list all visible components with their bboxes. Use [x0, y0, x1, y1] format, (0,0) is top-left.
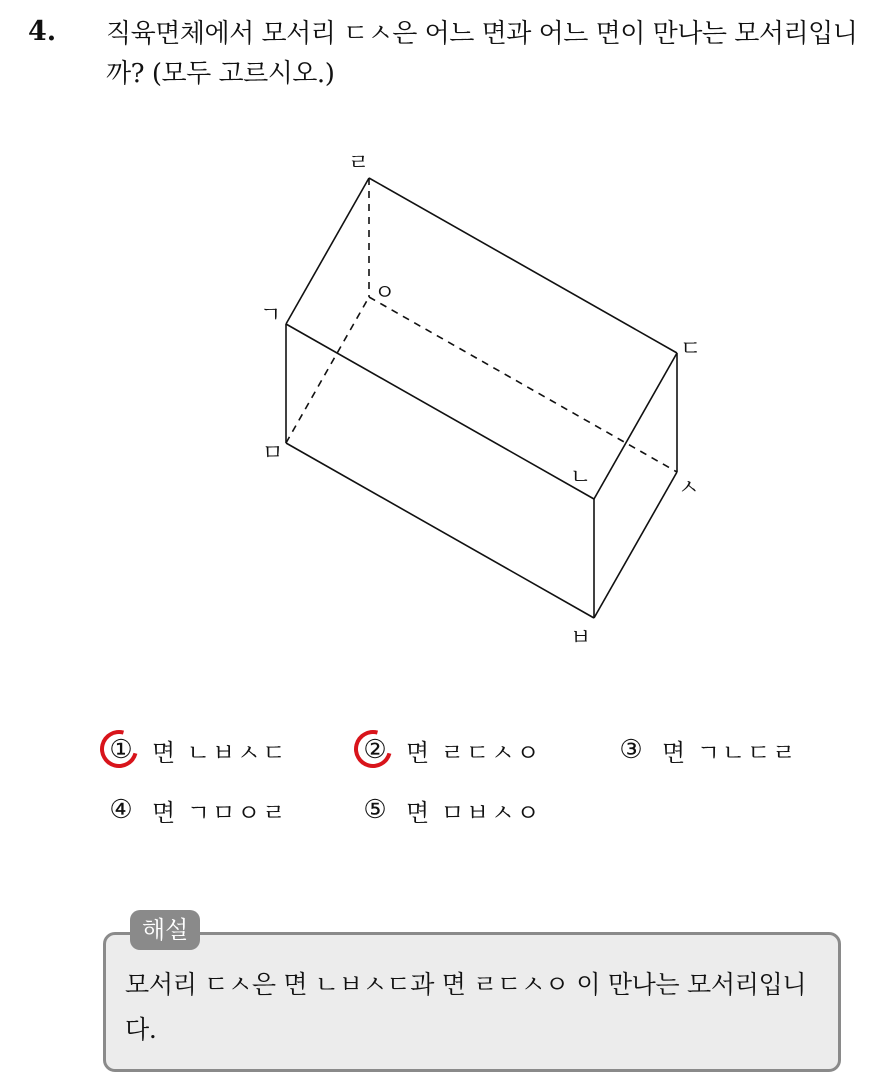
edge-r-d — [369, 178, 677, 353]
explanation-tag: 해설 — [130, 910, 200, 950]
choice-5-label: 면 ㅁㅂㅅㅇ — [406, 798, 542, 827]
choice-1-number — [104, 733, 138, 767]
choice-1-num-text: ① — [109, 735, 133, 765]
choice-4-label: 면 ㄱㅁㅇㄹ — [152, 798, 288, 827]
vertex-label-m: ㅁ — [262, 441, 284, 466]
edge-b-s — [594, 472, 677, 618]
choice-2-label: 면 ㄹㄷㅅㅇ — [406, 738, 542, 767]
hidden-edge-m-o — [286, 297, 369, 443]
edge-m-b — [286, 443, 594, 618]
choice-1-label: 면 ㄴㅂㅅㄷ — [152, 738, 288, 767]
choice-2-circle-mark — [347, 723, 399, 775]
choice-5-number: ⑤ — [363, 795, 387, 825]
choice-4[interactable] — [104, 790, 288, 830]
choice-4-number: ④ — [109, 795, 133, 825]
choice-3-number: ③ — [619, 735, 643, 765]
choice-2-num-text: ② — [363, 735, 387, 765]
hidden-edge-o-s — [369, 297, 677, 472]
edge-g-n — [286, 324, 594, 499]
choice-3-label: 면 ㄱㄴㄷㄹ — [662, 738, 798, 767]
edge-g-r — [286, 178, 369, 324]
choice-1[interactable] — [104, 730, 288, 770]
choice-2[interactable] — [358, 730, 542, 770]
vertex-label-o: ㅇ — [374, 281, 396, 306]
vertex-label-n: ㄴ — [570, 465, 592, 490]
vertex-label-d: ㄷ — [680, 337, 702, 362]
edge-n-d — [594, 353, 677, 499]
choice-1-circle-mark — [93, 723, 145, 775]
choice-2-number — [358, 733, 392, 767]
vertex-label-r: ㄹ — [348, 151, 370, 176]
vertex-label-b: ㅂ — [570, 626, 592, 651]
choice-3[interactable] — [614, 730, 798, 770]
answer-choices — [100, 730, 860, 840]
vertex-label-g: ㄱ — [260, 303, 282, 328]
explanation-text: 모서리 ㄷㅅ은 면 ㄴㅂㅅㄷ과 면 ㄹㄷㅅㅇ 이 만나는 모서리입니다. — [125, 970, 807, 1044]
question-text: 직육면체에서 모서리 ㄷㅅ은 어느 면과 어느 면이 만나는 모서리입니까? (모두 고르시오.) — [106, 19, 858, 89]
vertex-label-s: ㅅ — [678, 476, 700, 501]
cuboid-figure — [240, 140, 720, 660]
choice-5[interactable] — [358, 790, 542, 830]
cuboid-diagram — [240, 140, 720, 660]
question-number: 4. — [28, 16, 57, 47]
